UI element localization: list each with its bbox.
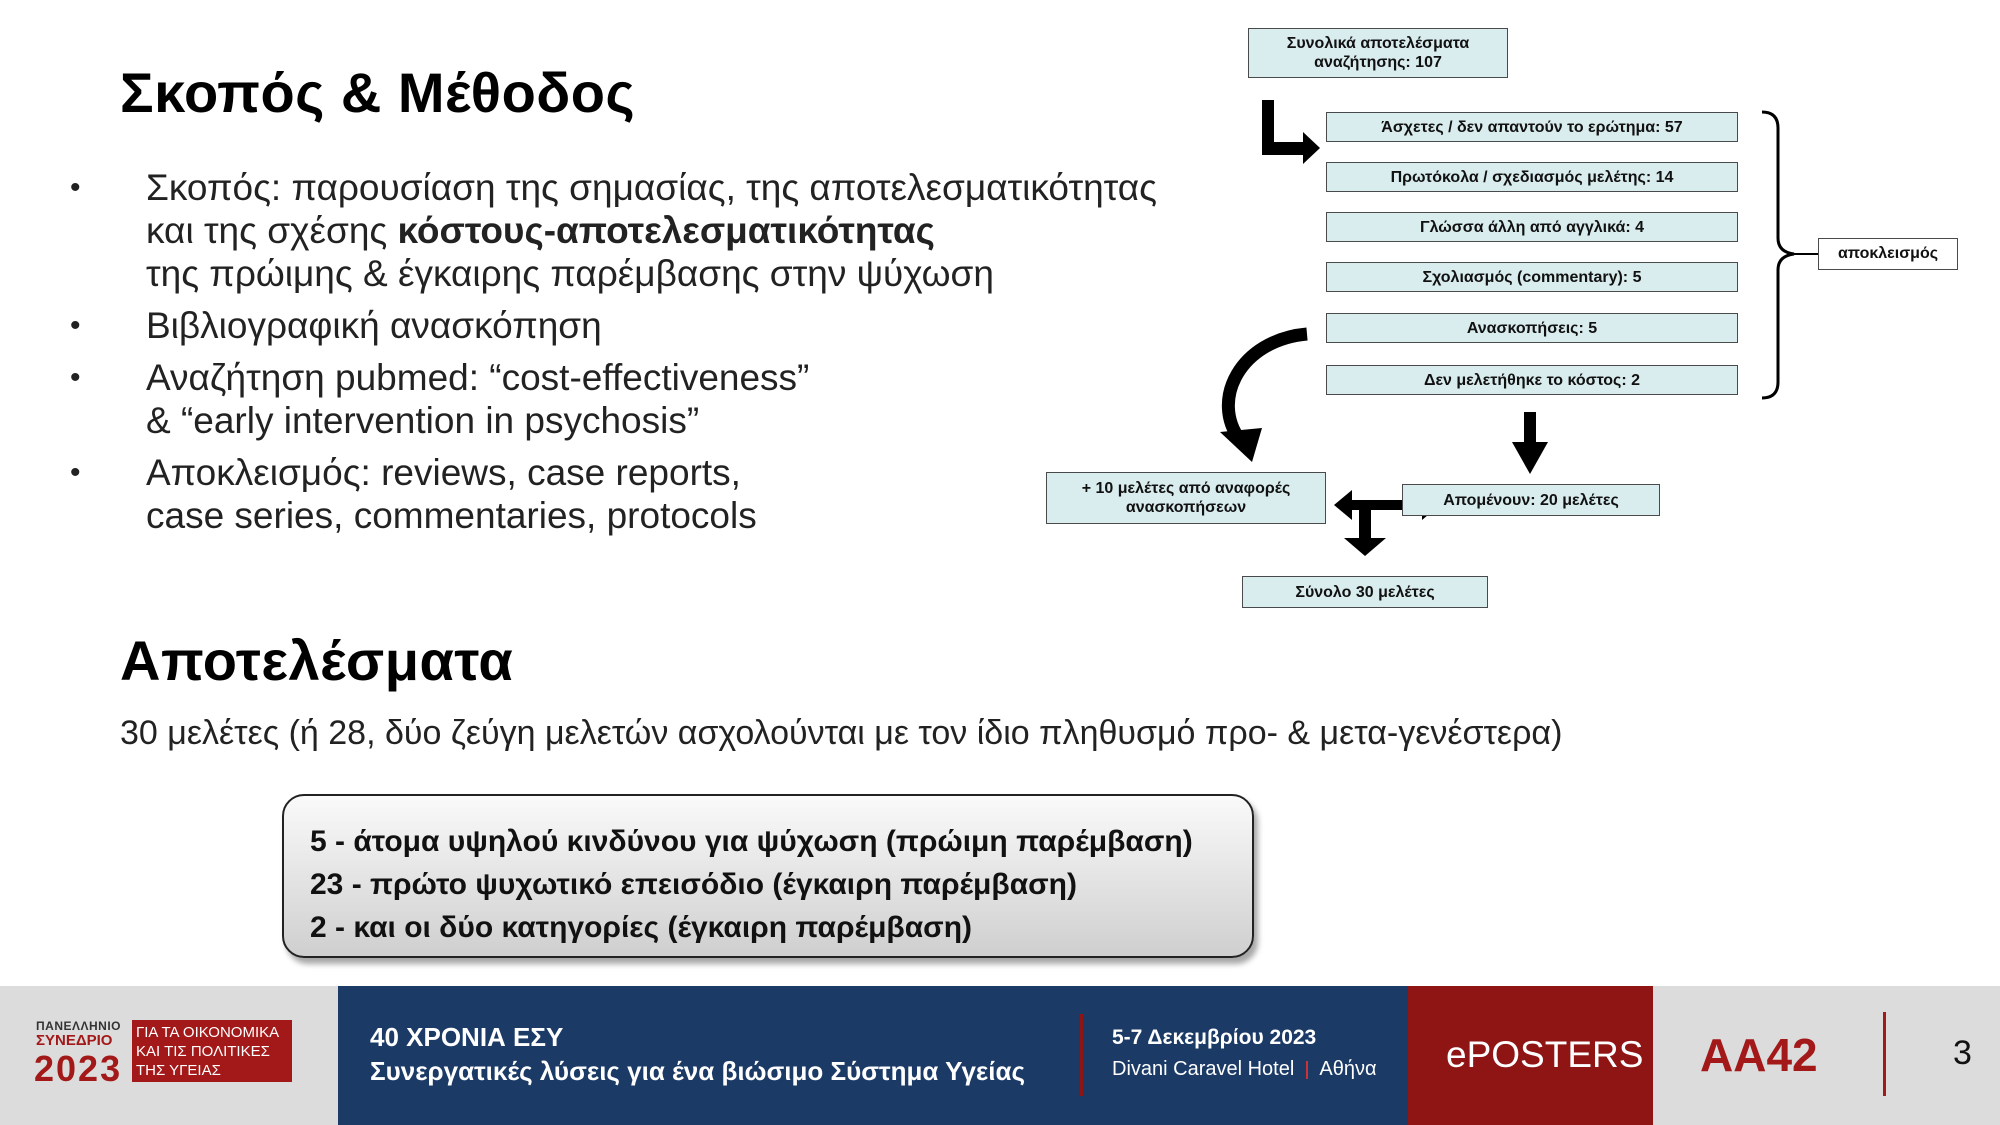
banner-divider	[1080, 1014, 1083, 1096]
banner-venue: Divani Caravel Hotel Αθήνα	[1112, 1058, 1377, 1080]
logo-year: 2023	[34, 1048, 123, 1089]
breakdown-line: 5 - άτομα υψηλού κινδύνου για ψύχωση (πρώιμη παρέμβαση)	[310, 825, 1193, 858]
page-number: 3	[1953, 1034, 1972, 1072]
logo-red-block: ΓΙΑ ΤΑ ΟΙΚΟΝΟΜΙΚΑ ΚΑΙ ΤΙΣ ΠΟΛΙΤΙΚΕΣ ΤΗΣ ΥΓΕΙΑΣ	[132, 1020, 292, 1082]
bullet-icon: •	[70, 361, 81, 394]
flow-box-exclusion: Δεν μελετήθηκε το κόστος: 2	[1326, 365, 1738, 395]
bullet-text: Βιβλιογραφική ανασκόπηση	[146, 305, 602, 346]
bullet-text: Αναζήτηση pubmed: “cost-effectiveness”	[146, 357, 810, 398]
banner-subtitle: Συνεργατικές λύσεις για ένα βιώσιμο Σύστημα Υγείας	[370, 1056, 1025, 1086]
flow-box-exclusion: Ανασκοπήσεις: 5	[1326, 313, 1738, 343]
conference-banner	[338, 986, 1408, 1125]
brace-icon	[1762, 112, 1794, 398]
flow-box-exclusion: Πρωτόκολα / σχεδιασμός μελέτης: 14	[1326, 162, 1738, 192]
results-summary: 30 μελέτες (ή 28, δύο ζεύγη μελετών ασχολούνται με τον ίδιο πληθυσμό προ- & μετα-γενέστερα)	[120, 714, 1563, 752]
flow-box-exclusion: Σχολιασμός (commentary): 5	[1326, 262, 1738, 292]
flow-box-exclusion: Άσχετες / δεν απαντούν το ερώτημα: 57	[1326, 112, 1738, 142]
bullet-icon: •	[70, 456, 81, 489]
flow-box-added: + 10 μελέτες από αναφορές ανασκοπήσεων	[1046, 472, 1326, 524]
bold-keyword: κόστους-αποτελεσματικότητας	[397, 210, 935, 251]
down-arrow-icon	[1512, 412, 1548, 474]
flow-box-total: Σύνολο 30 μελέτες	[1242, 576, 1488, 608]
page-title: Σκοπός & Μέθοδος	[120, 61, 636, 124]
banner-dates: 5-7 Δεκεμβρίου 2023	[1112, 1026, 1317, 1049]
bullet-text: Αποκλεισμός: reviews, case reports,	[146, 452, 741, 493]
footer-banner	[0, 986, 2000, 1125]
exclusion-label: αποκλεισμός	[1818, 238, 1958, 270]
eposters-badge	[1408, 986, 1653, 1125]
curved-arrow-icon	[1220, 334, 1307, 462]
flow-box-total-search: Συνολικά αποτελέσματα αναζήτησης: 107	[1248, 28, 1508, 78]
eposters-label: ePOSTERS	[1446, 1034, 1644, 1075]
logo-text: ΣΥΝΕΔΡΙΟ	[36, 1032, 113, 1049]
flow-box-exclusion: Γλώσσα άλλη από αγγλικά: 4	[1326, 212, 1738, 242]
bullet-icon: •	[70, 171, 81, 204]
code-divider	[1883, 1012, 1886, 1096]
bullet-icon: •	[70, 309, 81, 342]
flow-box-remaining: Απομένουν: 20 μελέτες	[1402, 484, 1660, 516]
l-arrow-icon	[1262, 100, 1320, 164]
breakdown-line: 2 - και οι δύο κατηγορίες (έγκαιρη παρέμβαση)	[310, 911, 973, 944]
conference-logo	[0, 986, 338, 1125]
bullet-text: Σκοπός: παρουσίαση της σημασίας, της αποτελεσματικότητας	[146, 167, 1157, 208]
poster-code: AA42	[1700, 1029, 1818, 1081]
poster-code-area	[1653, 986, 2000, 1125]
bullet-text: & “early intervention in psychosis”	[146, 400, 700, 441]
banner-title: 40 ΧΡΟΝΙΑ ΕΣΥ	[370, 1022, 564, 1052]
results-title: Αποτελέσματα	[120, 629, 514, 692]
bullet-text: case series, commentaries, protocols	[146, 495, 757, 536]
bullet-text: της πρώιμης & έγκαιρης παρέμβασης στην ψύχωση	[146, 253, 994, 294]
bullet-text: και της σχέσης κόστους-αποτελεσματικότητας	[146, 210, 935, 251]
logo-text: ΠΑΝΕΛΛΗΝΙΟ	[36, 1019, 122, 1033]
breakdown-line: 23 - πρώτο ψυχωτικό επεισόδιο (έγκαιρη παρέμβαση)	[310, 868, 1077, 901]
